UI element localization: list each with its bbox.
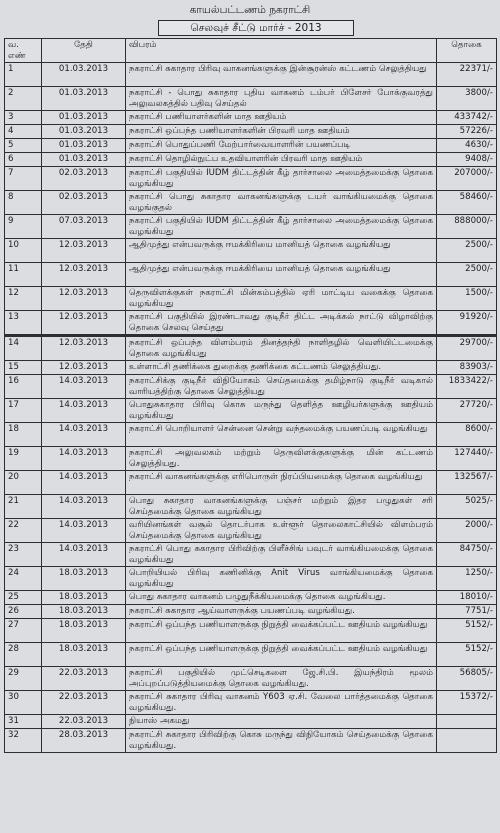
row-date: 14.03.2013: [42, 447, 126, 471]
row-description: வரியினங்கள் வசூல் தொடர்பாக உள்ளூர் தொலைகாட்சியில் விளம்பரம் செய்தமைக்கு தொகை வழங்கியது: [126, 519, 437, 543]
row-description: நகராட்சி சுகாதார பிரிவு வாகனம் Y603 ஏ.சி. வேலை பார்த்தமைக்கு தொகை வழங்கியது.: [126, 691, 437, 715]
row-sno: 27: [5, 619, 42, 643]
row-amount: 18010/-: [437, 591, 497, 605]
table-row: [5, 399, 497, 423]
row-description: நகராட்சி பொது சுகாதார வாகனங்களுக்கு டயர் வாங்கியமைக்கு தொகை வழங்குதல்: [126, 191, 437, 215]
row-sno: 22: [5, 519, 42, 543]
row-description: நகராட்சி பகுதியில் முட்செடிகளை ஜே.சி.பி. இயந்திரம் மூலம் அப்புறப்படுத்தியமைக்கு தொகை வழங்கியது.: [126, 667, 437, 691]
row-description: நகராட்சிக்கு குடிநீர் விநியோகம் செய்தமைக்கு தமிழ்நாடு குடிநீர் வடிகால் வாரியத்திற்கு தொகை செலுத்தியது: [126, 375, 437, 399]
row-date: 22.03.2013: [42, 715, 126, 729]
row-amount: 84750/-: [437, 543, 497, 567]
row-sno: 29: [5, 667, 42, 691]
row-date: 02.03.2013: [42, 191, 126, 215]
table-row: [5, 336, 497, 361]
row-description: நகராட்சி பொது சுகாதார பிரிவிற்கு பிளீச்சிங் பவுடர் வாங்கியமைக்கு தொகை வழங்கியது: [126, 543, 437, 567]
row-date: 22.03.2013: [42, 691, 126, 715]
table-row: [5, 87, 497, 111]
table-row: [5, 167, 497, 191]
row-sno: 30: [5, 691, 42, 715]
row-sno: 3: [5, 111, 42, 125]
row-amount: 888000/-: [437, 215, 497, 239]
table-row: [5, 361, 497, 375]
row-amount: 127440/-: [437, 447, 497, 471]
row-sno: 23: [5, 543, 42, 567]
table-row: [5, 287, 497, 311]
table-row: [5, 643, 497, 667]
table-row: [5, 447, 497, 471]
row-sno: 2: [5, 87, 42, 111]
row-date: 14.03.2013: [42, 399, 126, 423]
row-date: 12.03.2013: [42, 361, 126, 375]
row-sno: 16: [5, 375, 42, 399]
row-date: 28.03.2013: [42, 729, 126, 753]
row-description: ஆதிமுத்து என்பவருக்கு ஈமக்கிரியை மானியத் தொகை வழங்கியது: [126, 239, 437, 263]
document-subtitle: செலவுச் சீட்டு மார்ச் - 2013: [158, 20, 354, 36]
row-amount: 3800/-: [437, 87, 497, 111]
table-row: [5, 667, 497, 691]
row-date: 18.03.2013: [42, 643, 126, 667]
row-date: 14.03.2013: [42, 471, 126, 495]
row-date: 12.03.2013: [42, 311, 126, 336]
row-description: நகராட்சி சுகாதார பிரிவிற்கு கொசு மருந்து விநியோகம் செய்தமைக்கு தொகை வழங்கியது.: [126, 729, 437, 753]
row-description: நகராட்சி - பொது சுகாதார புதிய வாகனம் டம்பர் பிளேசர் போக்குவரத்து அலுவலகத்தில் பதிவு செய்தல்: [126, 87, 437, 111]
row-description: நகராட்சி பொறியாளர் சென்னை சென்று வந்தமைக்கு பயணப்படி வழங்கியது: [126, 423, 437, 447]
row-amount: 29700/-: [437, 336, 497, 361]
row-description: நகராட்சி பகுதியில் இரண்டாவது குடிநீர் திட்ட அடிக்கல் நாட்டு விழாவிற்கு தொகை செலவு செய்தது: [126, 311, 437, 336]
row-amount: 5152/-: [437, 643, 497, 667]
row-sno: 21: [5, 495, 42, 519]
table-row: [5, 691, 497, 715]
row-sno: 11: [5, 263, 42, 287]
row-date: 14.03.2013: [42, 495, 126, 519]
row-description: உள்ளாட்சி தணிக்கை துறைக்கு தணிக்கை கட்டணம் செலுத்தியது.: [126, 361, 437, 375]
row-date: 12.03.2013: [42, 263, 126, 287]
header-sno: வ. எண்: [5, 39, 42, 63]
row-amount: 2000/-: [437, 519, 497, 543]
row-amount: 5152/-: [437, 619, 497, 643]
row-amount: 58460/-: [437, 191, 497, 215]
row-amount: 15372/-: [437, 691, 497, 715]
row-description: நகராட்சி ஒப்பந்த பணியாளர்களின் பிரவரி மாத ஊதியம்: [126, 125, 437, 139]
row-description: நியாஸ் அகமது: [126, 715, 437, 729]
row-date: 14.03.2013: [42, 423, 126, 447]
row-description: நகராட்சி பகுதியில் IUDM திட்டத்தின் கீழ் தார்சாலை அமைத்தமைக்கு தொகை வழங்கியது: [126, 167, 437, 191]
table-row: [5, 153, 497, 167]
row-date: 22.03.2013: [42, 667, 126, 691]
row-amount: 1500/-: [437, 287, 497, 311]
row-description: நகராட்சி தொழில்நுட்ப உதவியாளரின் பிரவரி மாத ஊதியம்: [126, 153, 437, 167]
row-amount: 1833422/-: [437, 375, 497, 399]
table-row: [5, 495, 497, 519]
row-description: பொது சுகாதார வாகனம் பழுதுநீக்கியமைக்கு தொகை வழங்கியது.: [126, 591, 437, 605]
row-sno: 9: [5, 215, 42, 239]
row-date: 14.03.2013: [42, 543, 126, 567]
row-sno: 14: [5, 336, 42, 361]
row-date: 01.03.2013: [42, 153, 126, 167]
row-sno: 10: [5, 239, 42, 263]
row-date: 18.03.2013: [42, 619, 126, 643]
table-row: [5, 567, 497, 591]
header-date: தேதி: [42, 39, 126, 63]
row-sno: 4: [5, 125, 42, 139]
row-amount: 132567/-: [437, 471, 497, 495]
row-amount: 83903/-: [437, 361, 497, 375]
table-row: [5, 619, 497, 643]
row-amount: 57226/-: [437, 125, 497, 139]
row-description: பொது சுகாதார வாகனங்களுக்கு பஞ்சர் மற்றும் இதர பழுதுகள் சரி செய்தமைக்கு தொகை வழங்கியது: [126, 495, 437, 519]
row-description: பொதுசுகாதார பிரிவு கொசு மருந்து தெளித்த ஊழியர்களுக்கு ஊதியம் வழங்கியது: [126, 399, 437, 423]
row-sno: 15: [5, 361, 42, 375]
table-row: [5, 471, 497, 495]
row-amount: [437, 729, 497, 753]
row-sno: 12: [5, 287, 42, 311]
row-date: 12.03.2013: [42, 287, 126, 311]
document-title: காயல்பட்டணம் நகராட்சி: [189, 4, 311, 16]
row-description: நகராட்சி பணியாளர்களின் மாத ஊதியம்: [126, 111, 437, 125]
row-amount: 433742/-: [437, 111, 497, 125]
row-sno: 28: [5, 643, 42, 667]
row-amount: 56805/-: [437, 667, 497, 691]
row-sno: 8: [5, 191, 42, 215]
row-amount: 8600/-: [437, 423, 497, 447]
row-amount: 4630/-: [437, 139, 497, 153]
row-amount: 27720/-: [437, 399, 497, 423]
row-date: 18.03.2013: [42, 591, 126, 605]
expense-table: [4, 38, 497, 753]
header-amount: தொகை: [437, 39, 497, 63]
row-date: 02.03.2013: [42, 167, 126, 191]
row-sno: 31: [5, 715, 42, 729]
table-header-row: [5, 39, 497, 63]
table-row: [5, 423, 497, 447]
table-row: [5, 191, 497, 215]
table-row: [5, 605, 497, 619]
row-sno: 5: [5, 139, 42, 153]
row-date: 01.03.2013: [42, 63, 126, 87]
row-sno: 18: [5, 423, 42, 447]
row-date: 12.03.2013: [42, 336, 126, 361]
row-sno: 20: [5, 471, 42, 495]
row-amount: [437, 715, 497, 729]
table-row: [5, 111, 497, 125]
row-description: நகராட்சி சுகாதார ஆய்வாளருக்கு பயணப்படி வழங்கியது.: [126, 605, 437, 619]
table-row: [5, 311, 497, 336]
row-date: 14.03.2013: [42, 519, 126, 543]
table-row: [5, 125, 497, 139]
row-description: பொறியியல் பிரிவு கணினிக்கு Anit Virus வாங்கியமைக்கு தொகை வழங்கியது: [126, 567, 437, 591]
table-row: [5, 715, 497, 729]
table-row: [5, 729, 497, 753]
row-sno: 26: [5, 605, 42, 619]
table-body: [5, 63, 497, 753]
row-amount: 207000/-: [437, 167, 497, 191]
row-sno: 1: [5, 63, 42, 87]
row-description: நகராட்சி சுகாதார பிரிவு வாகனங்களுக்கு இன்சூரன்ஸ் கட்டணம் செலுத்தியது: [126, 63, 437, 87]
row-date: 07.03.2013: [42, 215, 126, 239]
row-amount: 2500/-: [437, 239, 497, 263]
table-row: [5, 263, 497, 287]
row-date: 12.03.2013: [42, 239, 126, 263]
row-date: 14.03.2013: [42, 375, 126, 399]
table-row: [5, 139, 497, 153]
row-date: 01.03.2013: [42, 111, 126, 125]
table-row: [5, 591, 497, 605]
row-description: நகராட்சி வாகனங்களுக்கு எரிபொருள் நிரப்பியமைக்கு தொகை வழங்கியது: [126, 471, 437, 495]
row-amount: 2500/-: [437, 263, 497, 287]
table-row: [5, 543, 497, 567]
row-date: 01.03.2013: [42, 125, 126, 139]
table-row: [5, 375, 497, 399]
row-amount: 91920/-: [437, 311, 497, 336]
row-description: நகராட்சி ஒப்பந்த விளம்பரம் தினத்தந்தி நாளிதழில் வெளியிட்டமைக்கு தொகை வழங்கியது: [126, 336, 437, 361]
table-row: [5, 519, 497, 543]
row-sno: 24: [5, 567, 42, 591]
row-date: 18.03.2013: [42, 605, 126, 619]
row-description: நகராட்சி பொதுப்பணி மேற்பார்வையாளரின் பயணப்படி: [126, 139, 437, 153]
row-sno: 13: [5, 311, 42, 336]
row-amount: 1250/-: [437, 567, 497, 591]
row-sno: 32: [5, 729, 42, 753]
row-sno: 19: [5, 447, 42, 471]
row-sno: 6: [5, 153, 42, 167]
row-amount: 22371/-: [437, 63, 497, 87]
row-sno: 7: [5, 167, 42, 191]
row-date: 01.03.2013: [42, 87, 126, 111]
table-row: [5, 215, 497, 239]
table-row: [5, 239, 497, 263]
row-description: நகராட்சி பகுதியில் IUDM திட்டத்தின் கீழ் தார்சாலை அமைத்தமைக்கு தொகை வழங்கியது: [126, 215, 437, 239]
row-description: ஆதிமுத்து என்பவருக்கு ஈமக்கிரியை மானியத் தொகை வழங்கியது: [126, 263, 437, 287]
row-description: தெருவிளக்குகள் நகராட்சி மின்கம்பத்தில் ஏரி மாட்டிய வகைக்கு தொகை வழங்கியது: [126, 287, 437, 311]
row-amount: 5025/-: [437, 495, 497, 519]
row-sno: 17: [5, 399, 42, 423]
row-description: நகராட்சி ஒப்பந்த பணியாளருக்கு நிறுத்தி வைக்கப்பட்ட ஊதியம் வழங்கியது: [126, 643, 437, 667]
row-sno: 25: [5, 591, 42, 605]
row-date: 01.03.2013: [42, 139, 126, 153]
table-row: [5, 63, 497, 87]
header-desc: விபரம்: [126, 39, 437, 63]
row-amount: 7751/-: [437, 605, 497, 619]
row-amount: 9408/-: [437, 153, 497, 167]
row-description: நகராட்சி ஒப்பந்த பணியாளருக்கு நிறுத்தி வைக்கப்பட்ட ஊதியம் வழங்கியது: [126, 619, 437, 643]
row-date: 18.03.2013: [42, 567, 126, 591]
row-description: நகராட்சி அலுவலகம் மற்றும் தெருவிளக்குகளுக்கு மின் கட்டணம் செலுத்தியது.: [126, 447, 437, 471]
